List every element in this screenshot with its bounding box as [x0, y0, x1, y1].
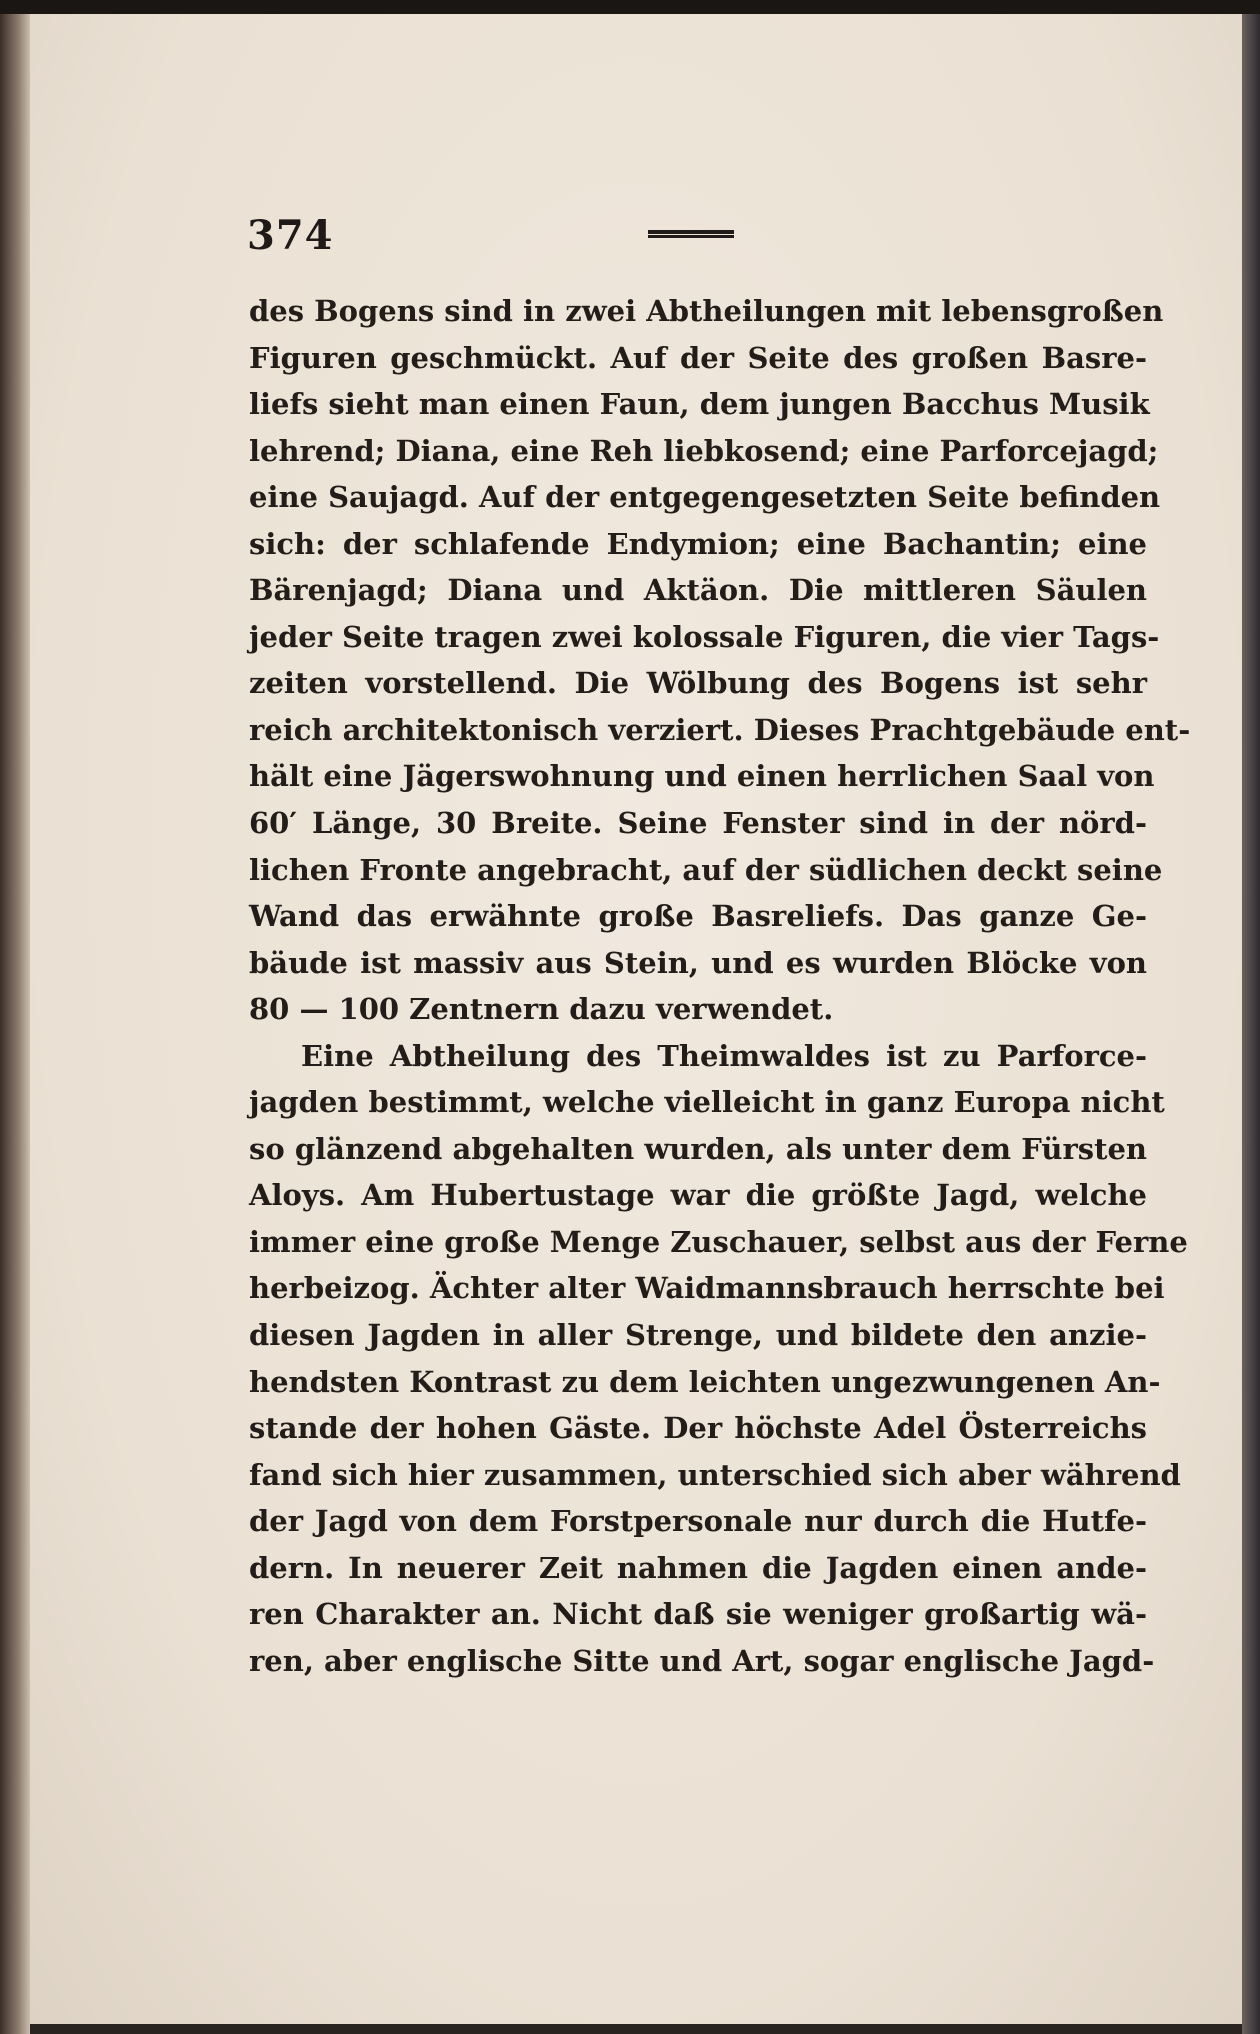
text-line: so glänzend abgehalten wurden, als unter dem Fürsten [249, 1131, 1147, 1166]
text-line: Aloys. Am Hubertustage war die größte Jagd, welche [249, 1178, 1147, 1213]
text-line: Figuren geschmückt. Auf der Seite des großen Basre- [249, 340, 1147, 375]
text-line: des Bogens sind in zwei Abtheilungen mit lebensgroßen [249, 294, 1164, 328]
text-line: fand sich hier zusammen, unterschied sich aber während [249, 1457, 1181, 1492]
text-line: diesen Jagden in aller Strenge, und bildete den anzie- [249, 1318, 1147, 1353]
text-line: 60′ Länge, 30 Breite. Seine Fenster sind in der nörd- [249, 806, 1147, 841]
text-line: reich architektonisch verziert. Dieses Prachtgebäude ent- [249, 712, 1191, 747]
text-line: jagden bestimmt, welche vielleicht in ganz Europa nicht [249, 1085, 1165, 1120]
text-line: eine Saujagd. Auf der entgegengesetzten Seite befinden [249, 480, 1161, 515]
page-number: 374 [247, 212, 334, 259]
text-line: Eine Abtheilung des Theimwaldes ist zu Parforce- [301, 1038, 1147, 1073]
text-line: hält eine Jägerswohnung und einen herrlichen Saal von [249, 759, 1155, 794]
text-line: stande der hohen Gäste. Der höchste Adel Österreichs [249, 1411, 1147, 1446]
text-line: 80 — 100 Zentnern dazu verwendet. [249, 992, 834, 1027]
text-line: lehrend; Diana, eine Reh liebkosend; eine Parforcejagd; [249, 433, 1159, 468]
text-line: dern. In neuerer Zeit nahmen die Jagden einen ande- [249, 1550, 1147, 1585]
body-text [249, 288, 1191, 1684]
scan-border-top [0, 0, 1260, 14]
text-line: Bärenjagd; Diana und Aktäon. Die mittleren Säulen [249, 573, 1147, 608]
text-line: Wand das erwähnte große Basreliefs. Das ganze Ge- [249, 899, 1147, 934]
book-spine-edge [0, 14, 30, 2034]
text-line: hendsten Kontrast zu dem leichten ungezwungenen An- [249, 1364, 1161, 1399]
text-line: jeder Seite tragen zwei kolossale Figuren, die vier Tags- [249, 619, 1160, 654]
scan-border-right [1242, 14, 1260, 2034]
text-line: lichen Fronte angebracht, auf der südlichen deckt seine [249, 852, 1163, 887]
text-line: liefs sieht man einen Faun, dem jungen Bacchus Musik [249, 387, 1150, 422]
text-line: ren Charakter an. Nicht daß sie weniger großartig wä- [249, 1597, 1147, 1632]
text-line: ren, aber englische Sitte und Art, sogar englische Jagd- [249, 1643, 1155, 1678]
text-line: der Jagd von dem Forstpersonale nur durch die Hutfe- [249, 1504, 1147, 1539]
text-line: bäude ist massiv aus Stein, und es wurden Blöcke von [249, 945, 1147, 980]
header-rule [648, 230, 734, 238]
text-line: sich: der schlafende Endymion; eine Bachantin; eine [249, 526, 1147, 561]
text-line: zeiten vorstellend. Die Wölbung des Bogens ist sehr [249, 666, 1147, 701]
text-line: immer eine große Menge Zuschauer, selbst aus der Ferne [249, 1224, 1188, 1259]
text-line: herbeizog. Ächter alter Waidmannsbrauch herrschte bei [249, 1271, 1165, 1306]
